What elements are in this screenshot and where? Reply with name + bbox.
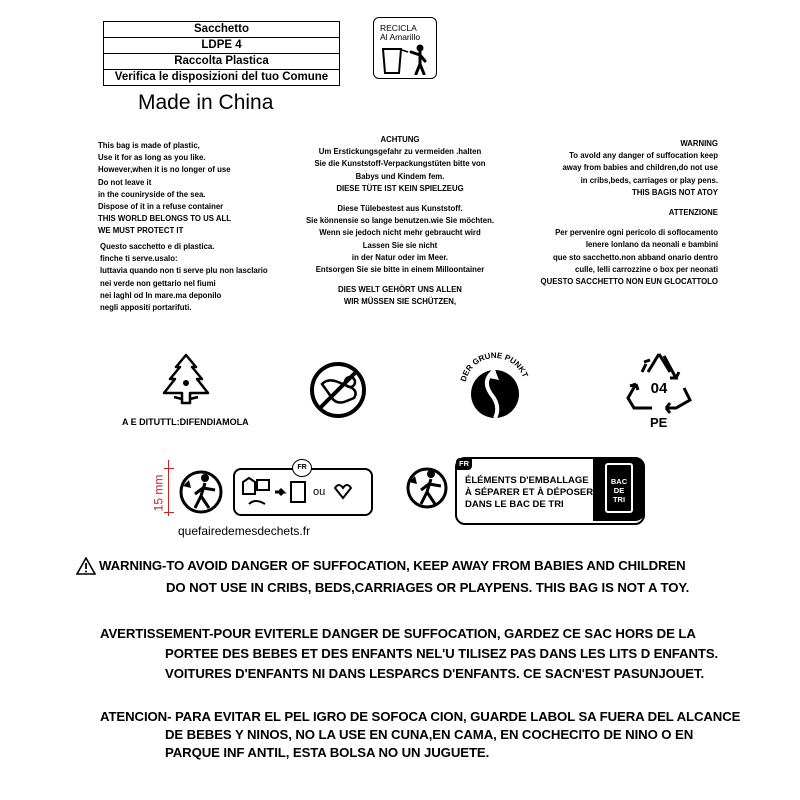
bin-text: TRI	[612, 495, 626, 504]
warning-es-line: DE BEBES Y NINOS, NO LA USE EN CUNA,EN CAMA, EN COCHECITO DE NINO O EN	[165, 727, 694, 742]
info-line: ÉLÉMENTS D'EMBALLAGE	[465, 475, 589, 486]
text-line: in cribs,beds, carriages or play pens.	[580, 175, 718, 185]
attenzione-title: ATTENZIONE	[668, 208, 718, 218]
text-line: DIES WELT GEHÖRT UNS ALLEN	[338, 285, 462, 295]
text-line: Um Erstickungsgefahr zu vermeiden .halten	[318, 147, 482, 157]
text-line: finche ti serve.usalo:	[100, 254, 178, 264]
text-line: Wenn sie jedoch nicht mehr gebraucht wird	[319, 228, 481, 238]
origin-label: Made in China	[138, 91, 274, 114]
text-line: Lassen Sie sie nicht	[362, 240, 438, 250]
website-url: quefairedemesdechets.fr	[178, 524, 311, 538]
text-line: culle, lelli carrozzine o box per neonati	[575, 264, 718, 274]
warning-fr-line: VOITURES D'ENFANTS NI DANS LESPARCS D'ENFANTS. CE SACN'EST PASUNJOUET.	[165, 666, 705, 681]
german-text-block	[300, 134, 500, 309]
warning-text-block	[520, 138, 718, 288]
text-line: in der Natur oder im Meer.	[351, 252, 449, 262]
text-line: in the couniryside of the sea.	[98, 189, 206, 199]
warning-es-line: PARQUE INF ANTIL, ESTA BOLSA NO UN JUGUETE.	[165, 745, 490, 760]
triman-icon	[175, 466, 231, 516]
text-line: WE MUST PROTECT IT	[98, 226, 184, 236]
recicla-badge	[373, 17, 437, 79]
text-line: Entsorgen Sie sie bitte in einem Milloontainer	[315, 265, 485, 275]
fr-badge: FR	[456, 458, 472, 470]
text-line: luttavia quando non ti serve plu non lasclario	[100, 266, 268, 276]
text-line: negli appositi portarifuti.	[100, 303, 192, 313]
text-line: lenere lonlano da neonali e bambini	[585, 240, 718, 250]
warning-es-line: ATENCION- PARA EVITAR EL PEL IGRO DE SOFOCA CION, GUARDE LABOL SA FUERA DEL ALCANCE	[100, 709, 741, 724]
table-row: Verifica le disposizioni del tuo Comune	[114, 71, 329, 83]
material-table	[103, 21, 340, 86]
text-line: Do not leave it	[98, 177, 152, 187]
text-line: QUESTO SACCHETTO NON EUN GLOCATTOLO	[540, 277, 718, 287]
no-baby-icon	[308, 360, 368, 420]
text-line: Diese Tülebestest aus Kunststoff.	[337, 204, 463, 214]
recycle-number: 04	[650, 380, 668, 397]
recicla-text: RECICLA	[380, 23, 417, 33]
recicla-subtext: Al Amarillo	[380, 32, 421, 42]
text-line: Sie die Kunststoff-Verpackungstüten bitte von	[314, 159, 486, 169]
recycle-icon	[624, 350, 694, 414]
green-dot-text: DER GRUNE PUNKT	[458, 350, 530, 383]
text-line: THIS WORLD BELONGS TO US ALL	[98, 214, 231, 224]
text-line: This bag is made of plastic,	[98, 141, 200, 150]
or-text: ou	[313, 486, 326, 498]
table-row: Sacchetto	[104, 22, 339, 38]
text-line: Babys und Kindem fem.	[355, 171, 445, 181]
fr-badge: FR	[292, 459, 312, 477]
dimension-label: 15 mm	[151, 474, 166, 512]
bin-text: BAC	[610, 477, 628, 486]
tree-caption: A E DITUTTL:DIFENDIAMOLA	[122, 417, 249, 427]
text-line: To avold any danger of suffocation keep	[569, 151, 718, 161]
text-line: que sto sacchetto.non abband onario dentro	[552, 252, 718, 262]
info-line: DANS LE BAC DE TRI	[465, 499, 564, 510]
warning-en-line: WARNING-TO AVOID DANGER OF SUFFOCATION, KEEP AWAY FROM BABIES AND CHILDREN	[99, 558, 686, 573]
text-line: away from babies and children,do not use	[562, 163, 718, 173]
recycle-material: PE	[650, 415, 668, 430]
text-line: Use it for as long as you like.	[98, 153, 206, 163]
text-line: Per pervenire ogni pericolo di soflocamento	[555, 228, 718, 238]
tree-icon	[158, 353, 214, 411]
warning-triangle-icon	[76, 557, 96, 575]
warning-en-line: DO NOT USE IN CRIBS, BEDS,CARRIAGES OR PLAYPENS. THIS BAG IS NOT A TOY.	[166, 580, 690, 595]
bin-person-icon	[380, 43, 430, 75]
bin-icon	[605, 463, 633, 513]
bin-text: DE	[613, 486, 625, 495]
english-text-block	[98, 140, 231, 238]
warning-title: WARNING	[680, 139, 718, 148]
text-line: THIS BAGIS NOT ATOY	[631, 187, 718, 197]
text-line: nei laghl od In mare.ma deponilo	[100, 290, 222, 300]
text-line: However,when it is no longer of use	[98, 165, 231, 175]
green-dot-icon	[455, 348, 535, 428]
italian-text-block	[100, 241, 268, 314]
text-line: nei verde non gettario nel fiumi	[100, 278, 216, 288]
info-tri-box	[455, 457, 645, 525]
warning-fr-line: PORTEE DES BEBES ET DES ENFANTS NEL'U TILISEZ PAS DANS LES LITS D ENFANTS.	[165, 646, 719, 661]
info-line: À SÉPARER ET À DÉPOSER	[465, 487, 594, 498]
warning-fr-line: AVERTISSEMENT-POUR EVITERLE DANGER DE SUFFOCATION, GARDEZ CE SAC HORS DE LA	[100, 626, 696, 641]
text-line: WIR MÜSSEN SIE SCHÜTZEN,	[343, 297, 457, 307]
text-line: DIESE TÜTE IST KEIN SPIELZEUG	[336, 183, 464, 193]
triman-icon-2	[403, 464, 453, 510]
text-line: Sie könnensie so lange benutzen.wie Sie möchten.	[305, 216, 495, 226]
german-title: ACHTUNG	[380, 135, 420, 144]
table-row: LDPE 4	[104, 38, 339, 54]
sorting-pictogram	[239, 476, 367, 510]
text-line: Dispose of it in a refuse container	[98, 202, 224, 212]
bin-panel	[593, 457, 645, 521]
text-line: Questo sacchetto e di plastica.	[100, 242, 215, 251]
table-row: Raccolta Plastica	[104, 54, 339, 70]
